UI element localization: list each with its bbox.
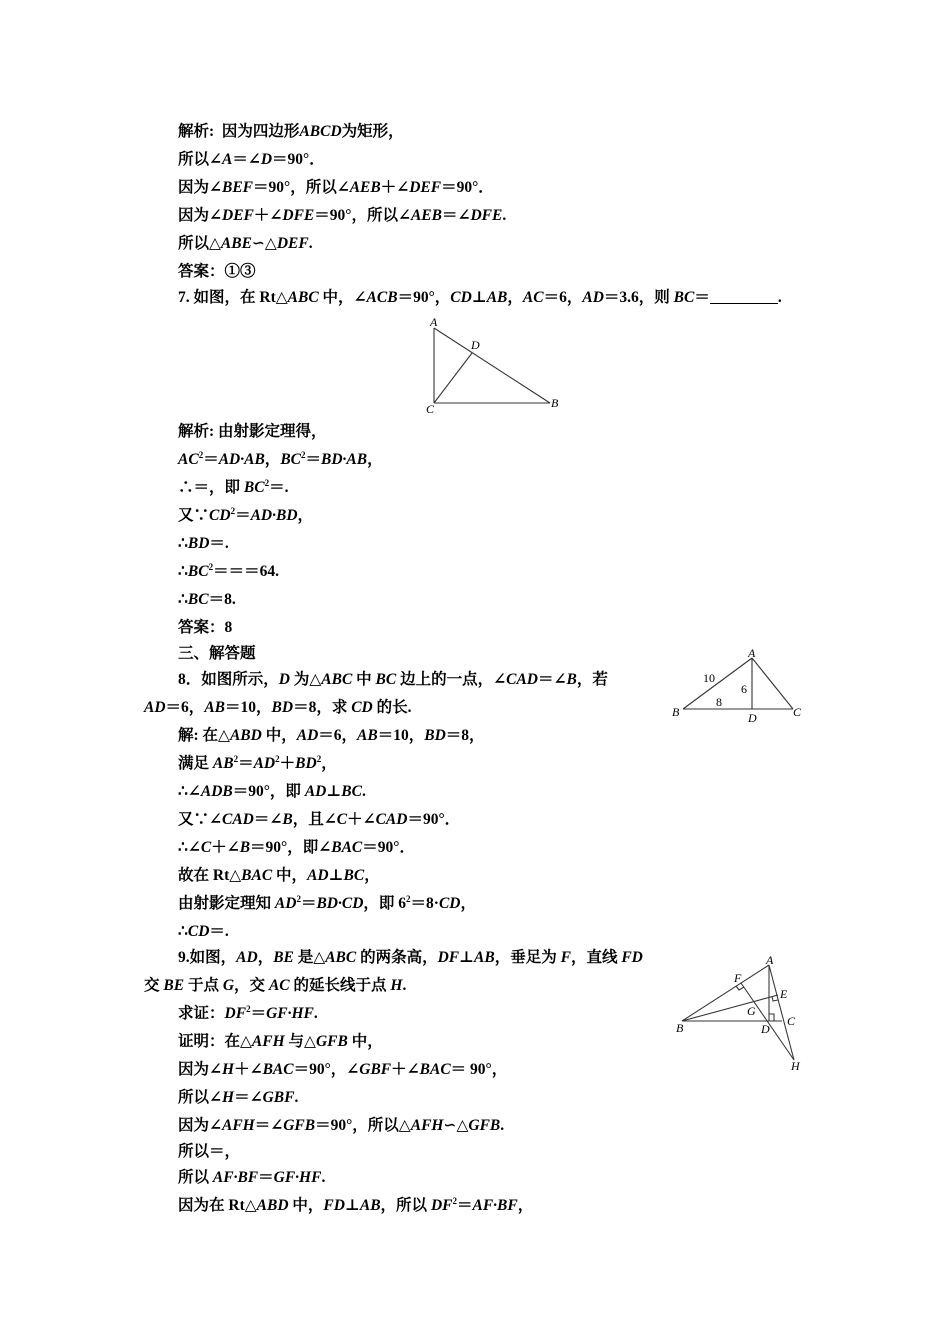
q9-label-b: B	[676, 1021, 684, 1035]
sol8-line-8: ∴CD＝.	[178, 923, 229, 940]
sol7-line-3: ∴＝，即 $BC^2=$.	[178, 478, 289, 496]
q8-label-a: A	[748, 646, 756, 660]
q9-line-1: 9.如图，AD，BE 是△ABC 的两条高，DF⊥AB，垂足为 F，直线 FD	[178, 949, 643, 966]
q7-statement: 7. 如图，在 Rt△ABC 中，∠ACB＝90°，CD⊥AB，AC＝6，AD＝3.6，则 BC＝ .	[178, 289, 782, 306]
q7-label-b: B	[551, 396, 559, 410]
sol6-line-3: 因为∠BEF＝90°，所以∠AEB＋∠DEF＝90°．	[178, 179, 494, 196]
proof9-line-6: 所以 AF·BF＝GF·HF.	[178, 1169, 326, 1186]
proof9-line-2: 因为∠H＋∠BAC＝90°，∠GBF＋∠BAC＝ 90°，	[178, 1061, 508, 1078]
sol7-line-4: 又$\because CD^2=AD\cdot BD$，	[178, 506, 314, 524]
sol6-line-5: 所以△ABE∽△DEF.	[178, 235, 313, 252]
q9-label-h: H	[791, 1059, 800, 1073]
q9-side-ab	[682, 965, 769, 1021]
proof9-line-1: 证明：在△AFH 与△GFB 中，	[178, 1033, 383, 1050]
q7-figure	[420, 312, 570, 418]
sol6-line-2: 所以∠A＝∠D＝90°．	[178, 151, 325, 168]
q8-label-bd-length: 8	[716, 695, 722, 709]
q8-line-2: AD＝6，AB＝10，BD＝8，求 CD 的长.	[144, 699, 412, 716]
sol8-line-3: ∴∠ADB＝90°，即 AD⊥BC.	[178, 783, 366, 800]
sol7-line-2: $AC^2=AD\cdot AB$，$BC^2=BD\cdot AB$，	[178, 450, 383, 468]
q7-label-a: A	[430, 315, 438, 329]
proof9-line-4: 因为∠AFH＝∠GFB＝90°，所以△AFH∽△GFB.	[178, 1117, 505, 1134]
q9-right-angle-f	[736, 986, 744, 990]
sol8-line-5: ∴∠C＋∠B＝90°，即∠BAC＝90°．	[178, 839, 415, 856]
sol6-line-1: 解析: 因为四边形ABCD为矩形，	[178, 123, 404, 140]
q9-label-g: G	[747, 1004, 756, 1018]
q8-label-ab-length: 10	[703, 671, 715, 685]
sol7-answer: 答案：8	[178, 619, 233, 636]
q7-side-ab	[434, 328, 550, 403]
q9-line-ah	[769, 965, 794, 1060]
sol8-line-7: 由射影定理知 $AD^2=BD\cdot CD$，即 $6^2=8\cdot CD$，	[178, 894, 477, 912]
proof9-line-7: 因为在 Rt△ABD 中，FD⊥AB，所以 $DF^2=AF\cdot BF$，	[178, 1196, 534, 1214]
q8-side-ac	[752, 658, 793, 709]
q7-label-d: D	[471, 338, 480, 352]
sol6-line-4: 因为∠DEF＋∠DFE＝90°，所以∠AEB＝∠DFE.	[178, 207, 507, 224]
q7-altitude-cd	[434, 353, 472, 403]
q9-figure	[670, 950, 810, 1076]
sol8-line-4: 又∵∠CAD＝∠B，且∠C＋∠CAD＝90°．	[178, 811, 461, 828]
sol7-line-5: ∴BD＝.	[178, 535, 229, 552]
q8-line-1: 8．如图所示，D 为△ABC 中 BC 边上的一点，∠CAD＝∠B，若	[178, 671, 608, 688]
q9-label-f: F	[734, 971, 742, 985]
sol8-line-1: 解: 在△ABD 中，AD＝6，AB＝10，BD＝8，	[178, 727, 485, 744]
q8-label-b: B	[672, 705, 680, 719]
q9-label-a: A	[766, 953, 774, 967]
sol7-line-7: ∴BC＝8.	[178, 591, 236, 608]
q9-line-2: 交 BE 于点 G，交 AC 的延长线于点 H.	[144, 977, 407, 994]
section-heading: 三、解答题	[178, 645, 256, 662]
q9-label-e: E	[780, 987, 788, 1001]
q7-label-c: C	[426, 402, 435, 416]
sol8-line-6: 故在 Rt△BAC 中，AD⊥BC，	[178, 867, 380, 884]
proof9-line-3: 所以∠H＝∠GBF.	[178, 1089, 299, 1106]
q8-label-ad-length: 6	[741, 682, 747, 696]
q9-altitude-be	[682, 995, 778, 1021]
q9-label-c: C	[787, 1014, 796, 1028]
q8-label-c: C	[793, 705, 802, 719]
answer-blank	[710, 289, 778, 304]
sol6-answer: 答案：①③	[178, 263, 256, 280]
sol8-line-2: 满足 $AB^2=AD^2+BD^2$，	[178, 754, 337, 772]
proof9-line-5: 所以＝，	[178, 1143, 241, 1160]
q9-label-d: D	[761, 1022, 770, 1036]
q8-figure	[668, 646, 808, 726]
q9-line-3: 求证：$DF^2=GF\cdot HF$.	[178, 1004, 318, 1022]
sol7-line-6: $\therefore BC^2===64$.	[178, 562, 279, 580]
q8-label-d: D	[748, 711, 757, 725]
sol7-line-1: 解析: 由射影定理得，	[178, 423, 327, 440]
q9-right-angle-d	[769, 1014, 774, 1021]
